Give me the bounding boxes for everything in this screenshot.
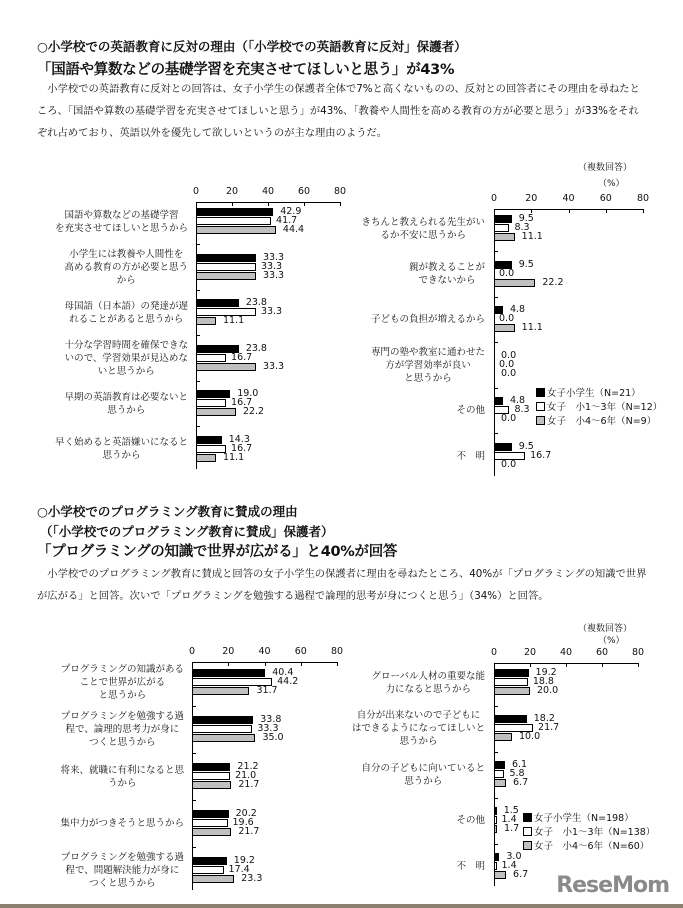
bar xyxy=(196,354,226,362)
x-tick-mark xyxy=(602,663,603,667)
y-tick-mark xyxy=(494,297,498,298)
bar xyxy=(196,317,216,325)
data-label: 0.0 xyxy=(499,267,515,279)
section1-headline: 「国語や算数などの基礎学習を充実させてほしいと思う」が43% xyxy=(37,62,455,78)
legend-item xyxy=(523,826,655,840)
bar xyxy=(494,715,527,723)
data-label: 31.7 xyxy=(256,685,278,696)
legend-label: 女子 小4～6年（N=9） xyxy=(547,416,657,427)
data-label: 23.8 xyxy=(245,297,267,308)
x-tick-mark xyxy=(340,202,341,206)
category-label: 親が教えることが できないから xyxy=(408,262,485,286)
data-label: 6.7 xyxy=(513,869,529,880)
data-label: 42.9 xyxy=(280,206,302,217)
data-label: 0.0 xyxy=(501,413,517,424)
x-tick-label: 80 xyxy=(330,646,344,657)
section2-title: ○小学校でのプログラミング教育に賛成の理由 xyxy=(37,504,298,519)
bar xyxy=(196,263,256,271)
legend-swatch xyxy=(536,416,545,425)
x-tick-label: 0 xyxy=(490,193,498,204)
data-label: 9.5 xyxy=(518,440,534,452)
x-tick-label: 40 xyxy=(562,193,575,204)
data-label: 44.2 xyxy=(277,676,299,687)
x-tick-mark xyxy=(228,662,229,666)
section1-paragraph: 小学校での英語教育に反対との回答は、女子小学生の保護者全体で7%と高くないものの、反対との回答者にその理由を尋ねたところ、「国語や算数の基礎学習を充実させてほしいと思う」が43%、「教養や人間性を高める教育の方が必要と思う」が33%をそれぞれ占めており、英語以外を優先して欲しいというのが主な理由のようだ。 xyxy=(37,83,640,139)
y-tick-mark xyxy=(494,706,498,707)
data-label: 33.3 xyxy=(260,260,283,272)
x-tick-mark xyxy=(232,202,233,206)
legend-swatch xyxy=(523,813,532,822)
y-tick-mark xyxy=(192,800,196,801)
y-tick-mark xyxy=(494,433,498,434)
data-label: 16.7 xyxy=(231,442,253,454)
bar xyxy=(196,436,222,444)
data-label: 33.3 xyxy=(262,360,285,372)
x-tick-mark xyxy=(569,209,570,213)
x-tick-label: 80 xyxy=(636,193,650,204)
category-label: 不 明 xyxy=(456,861,485,872)
bar xyxy=(192,669,265,677)
bar xyxy=(494,215,512,223)
data-label: 21.7 xyxy=(538,722,560,733)
section1-title: ○小学校での英語教育に反対の理由（「小学校での英語教育に反対」保護者） xyxy=(37,39,467,54)
data-label: 3.0 xyxy=(506,851,522,862)
bar xyxy=(196,408,236,416)
y-tick-mark xyxy=(494,752,498,753)
section2-headline: 「プログラミングの知識で世界が広がる」と40%が回答 xyxy=(37,544,398,560)
category-label: プログラミングを勉強する過 程で、論理的思考力が身に つくと思うから xyxy=(60,711,184,748)
legend-item xyxy=(523,840,655,854)
x-tick-label: 80 xyxy=(333,186,347,197)
data-label: 22.2 xyxy=(242,406,265,417)
data-label: 16.7 xyxy=(231,351,253,363)
category-label: 早期の英語教育は必要ないと 思うから xyxy=(64,391,188,416)
x-tick-mark xyxy=(494,663,495,667)
y-tick-mark xyxy=(494,844,498,845)
data-label: 21.7 xyxy=(238,779,260,790)
bar xyxy=(494,443,512,451)
legend xyxy=(523,812,655,854)
section2-note: （複数回答） xyxy=(578,624,633,634)
x-tick-mark xyxy=(196,202,197,206)
bar xyxy=(494,224,509,232)
x-tick-mark xyxy=(192,662,193,666)
data-label: 5.8 xyxy=(509,768,525,779)
x-tick-mark xyxy=(304,202,305,206)
data-label: 14.3 xyxy=(228,433,250,445)
section2-subtitle: （「小学校でのプログラミング教育に賛成」保護者） xyxy=(40,524,334,539)
category-label: 将来、就職に有利になると思 うから xyxy=(60,764,184,789)
x-tick-label: 40 xyxy=(261,186,275,197)
bar xyxy=(192,781,231,789)
data-label: 6.1 xyxy=(511,759,528,770)
category-label: 不 明 xyxy=(456,450,485,462)
data-label: 17.4 xyxy=(228,864,250,875)
data-label: 16.7 xyxy=(530,449,552,461)
data-label: 21.2 xyxy=(237,761,259,772)
bar xyxy=(196,299,239,307)
data-label: 1.4 xyxy=(501,814,517,825)
data-label: 0.0 xyxy=(499,358,515,370)
bar xyxy=(494,678,528,686)
y-tick-mark xyxy=(196,244,200,245)
category-label: グローバル人材の重要な能 力になると思うから xyxy=(371,670,485,695)
x-tick-mark xyxy=(566,663,567,667)
data-label: 19.2 xyxy=(535,667,557,678)
bar xyxy=(494,862,497,870)
section1-unit: （%） xyxy=(598,179,625,189)
x-tick-label: 0 xyxy=(188,646,196,657)
bar xyxy=(192,819,228,827)
x-tick-label: 20 xyxy=(222,646,235,657)
bar xyxy=(494,687,530,695)
data-label: 40.4 xyxy=(272,667,294,678)
bar xyxy=(196,445,226,453)
data-label: 9.5 xyxy=(518,213,534,224)
data-label: 22.2 xyxy=(542,276,564,288)
x-tick-label: 40 xyxy=(559,647,573,658)
bar xyxy=(494,770,504,778)
legend-swatch xyxy=(536,388,545,397)
category-label: 十分な学習時間を確保できな いので、学習効果が見込めな いと思うから xyxy=(64,339,188,377)
data-label: 16.7 xyxy=(231,397,253,408)
x-tick-label: 60 xyxy=(297,186,311,197)
bar xyxy=(494,279,535,287)
data-label: 23.8 xyxy=(245,342,267,354)
y-tick-mark xyxy=(196,290,200,291)
bar xyxy=(192,857,227,865)
legend-swatch xyxy=(523,827,532,836)
x-tick-label: 80 xyxy=(631,647,645,658)
bar xyxy=(196,217,271,225)
bar xyxy=(196,254,256,262)
category-label: 自分の子どもに向いていると 思うから xyxy=(361,762,485,787)
bar xyxy=(196,272,256,280)
bar xyxy=(494,807,497,815)
category-label: 専門の塾や教室に通わせた 方が学習効率が良い と思うから xyxy=(370,346,485,384)
bar xyxy=(196,208,273,216)
data-label: 1.7 xyxy=(504,823,520,834)
data-label: 0.0 xyxy=(499,313,515,324)
data-label: 11.1 xyxy=(521,231,543,242)
bar xyxy=(192,810,229,818)
category-label: プログラミングの知識がある ことで世界が広がる と思うから xyxy=(60,664,184,701)
y-tick-mark xyxy=(494,388,498,389)
bar xyxy=(196,390,230,398)
legend-label: 女子 小1～3年（N=138） xyxy=(534,827,656,838)
category-label: その他 xyxy=(456,405,485,416)
bar xyxy=(192,772,230,780)
bar xyxy=(192,828,231,836)
category-label: 集中力がつきそうと思うから xyxy=(60,818,184,829)
legend-item xyxy=(536,415,662,429)
y-tick-mark xyxy=(196,381,200,382)
bar xyxy=(192,866,224,874)
y-tick-mark xyxy=(494,251,498,252)
legend-item xyxy=(536,387,662,401)
data-label: 9.5 xyxy=(518,258,534,270)
data-label: 23.3 xyxy=(241,873,263,884)
data-label: 1.5 xyxy=(503,805,519,816)
data-label: 35.0 xyxy=(262,732,284,743)
data-label: 4.8 xyxy=(509,395,526,406)
data-label: 33.3 xyxy=(262,251,285,263)
data-label: 0.0 xyxy=(501,367,517,379)
data-label: 18.8 xyxy=(532,676,554,687)
y-tick-mark xyxy=(196,426,200,427)
data-label: 19.0 xyxy=(237,388,259,399)
data-label: 8.3 xyxy=(514,404,530,415)
resemom-logo: ReseMom xyxy=(556,873,669,898)
bar xyxy=(494,779,506,787)
bar xyxy=(192,734,255,742)
x-tick-mark xyxy=(643,209,644,213)
category-label: 早く始めると英語嫌いになると 思うから xyxy=(54,437,188,461)
bar xyxy=(196,399,226,407)
x-tick-label: 20 xyxy=(523,647,537,658)
category-label: その他 xyxy=(456,815,485,826)
x-tick-label: 60 xyxy=(595,647,609,658)
data-label: 21.0 xyxy=(235,770,257,781)
bar xyxy=(494,871,506,879)
data-label: 10.0 xyxy=(519,731,541,742)
data-label: 11.1 xyxy=(222,451,245,463)
section2-paragraph: 小学校でのプログラミング教育に賛成と回答の女子小学生の保護者に理由を尋ねたところ、40%が「プログラミングの知識で世界が広がる」と回答。次いで「プログラミングを勉強する過程で論理的思考が身につくと思う」（34%）と回答。 xyxy=(37,568,647,602)
bar xyxy=(494,825,497,833)
data-label: 19.2 xyxy=(233,855,255,866)
legend-label: 女子小学生（N=198） xyxy=(534,813,634,824)
data-label: 33.8 xyxy=(260,714,282,725)
data-label: 8.3 xyxy=(514,222,530,233)
category-label: 小学生には教養や人間性を 高める教育の方が必要と思う から xyxy=(64,248,188,286)
x-tick-label: 20 xyxy=(225,186,239,197)
data-label: 11.1 xyxy=(521,322,543,333)
category-label: プログラミングを勉強する過 程で、問題解決能力が身に つくと思うから xyxy=(60,852,184,889)
data-label: 44.4 xyxy=(282,224,305,235)
x-tick-mark xyxy=(606,209,607,213)
data-label: 19.6 xyxy=(232,817,254,828)
x-tick-mark xyxy=(268,202,269,206)
y-tick-mark xyxy=(494,798,498,799)
bar xyxy=(192,725,252,733)
x-tick-label: 0 xyxy=(192,186,200,197)
x-tick-mark xyxy=(337,662,338,666)
bar xyxy=(494,324,515,332)
category-label: 国語や算数などの基礎学習 を充実させてほしいと思うから xyxy=(54,209,188,234)
bar xyxy=(192,763,230,771)
legend xyxy=(536,387,662,429)
legend-item xyxy=(523,812,655,826)
bottom-border xyxy=(0,904,683,908)
bar xyxy=(494,761,505,769)
x-tick-mark xyxy=(265,662,266,666)
x-tick-mark xyxy=(638,663,639,667)
bar xyxy=(192,687,249,695)
bar xyxy=(196,454,216,462)
y-tick-mark xyxy=(192,847,196,848)
legend-item xyxy=(536,401,662,415)
legend-label: 女子 小4～6年（N=60） xyxy=(534,841,650,852)
y-tick-mark xyxy=(196,335,200,336)
data-label: 20.2 xyxy=(235,808,257,819)
x-tick-label: 0 xyxy=(490,647,498,658)
x-tick-mark xyxy=(530,663,531,667)
data-label: 0.0 xyxy=(501,458,517,470)
x-tick-label: 20 xyxy=(525,193,538,204)
data-label: 11.1 xyxy=(222,315,245,326)
bar xyxy=(494,397,503,405)
bar xyxy=(494,733,512,741)
data-label: 33.3 xyxy=(260,306,283,317)
bar xyxy=(196,363,256,371)
legend-label: 女子 小1～3年（N=12） xyxy=(547,402,663,413)
category-label: きちんと教えられる先生がい るか不安に思うから xyxy=(361,216,485,241)
data-label: 6.7 xyxy=(513,777,529,788)
bar xyxy=(196,226,276,234)
data-label: 21.7 xyxy=(238,826,260,837)
data-label: 33.3 xyxy=(262,269,285,281)
bar xyxy=(494,669,529,677)
bar xyxy=(494,853,499,861)
x-tick-label: 60 xyxy=(294,646,307,657)
data-label: 33.3 xyxy=(257,723,279,734)
bar xyxy=(192,716,253,724)
y-tick-mark xyxy=(494,342,498,343)
x-tick-mark xyxy=(494,209,495,213)
y-tick-mark xyxy=(192,706,196,707)
section2-unit: （%） xyxy=(598,636,625,646)
category-label: 自分が出来ないので子どもに はできるようになってほしいと 思うから xyxy=(351,710,485,747)
section1-note: （複数回答） xyxy=(578,163,633,173)
x-tick-mark xyxy=(301,662,302,666)
data-label: 18.2 xyxy=(533,713,555,724)
data-label: 20.0 xyxy=(537,685,559,696)
data-label: 4.8 xyxy=(509,304,526,315)
data-label: 1.4 xyxy=(501,860,517,871)
legend-swatch xyxy=(523,841,532,850)
x-tick-label: 40 xyxy=(258,646,271,657)
data-label: 0.0 xyxy=(501,349,517,361)
legend-swatch xyxy=(536,402,545,411)
legend-label: 女子小学生（N=21） xyxy=(547,388,641,399)
y-tick-mark xyxy=(192,753,196,754)
data-label: 41.7 xyxy=(276,215,298,226)
category-label: 母国語（日本語）の発達が遅 れることがあると思うから xyxy=(64,300,188,325)
bar xyxy=(494,233,515,241)
bar xyxy=(494,816,497,824)
category-label: 子どもの負担が増えるから xyxy=(370,314,485,325)
x-tick-label: 60 xyxy=(599,193,612,204)
bar xyxy=(192,875,234,883)
